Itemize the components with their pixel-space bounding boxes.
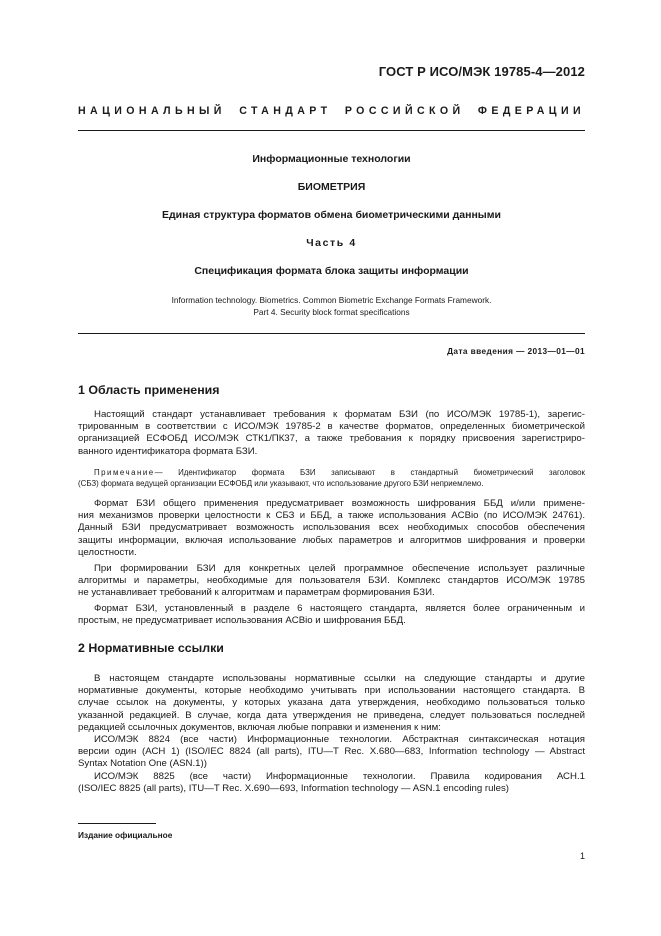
- title-line-3: Единая структура форматов обмена биометрическими данными: [162, 209, 501, 221]
- text-line: алгоритмы и параметры, необходимые для пользователя БЗИ. Комплекс стандартов ИСО/МЭК 19785: [78, 575, 585, 587]
- text-line: (ISO/IEC 8825 (all parts), ITU—T Rec. X.690—693, Information technology — ASN.1 encoding rules): [78, 783, 510, 795]
- section-2-heading: 2 Нормативные ссылки: [78, 641, 224, 655]
- text-line: версии один (АСН 1) (ISO/IEC 8824 (all parts), ITU—T Rec. X.680—683, Information technology — Abstract: [78, 746, 585, 758]
- section-1-paragraph-1: [78, 409, 585, 458]
- text-line: указанной редакцией. В случае, когда дата утверждения не приведена, следует пользоваться последней: [78, 709, 585, 721]
- title-word: ФЕДЕРАЦИИ: [477, 105, 585, 117]
- title-word: СТАНДАРТ: [239, 105, 332, 117]
- reference-iso-8824: [78, 734, 585, 771]
- national-standard-title: [78, 105, 585, 117]
- page-number: 1: [579, 851, 585, 861]
- text-line: не устанавливает требований к алгоритмам и параметрам формирования БЗИ.: [78, 587, 435, 599]
- edition-label: Издание официальное: [78, 830, 173, 840]
- english-title-line-1: Information technology. Biometrics. Common Biometric Exchange Formats Framework.: [171, 295, 492, 305]
- title-word: РОССИЙСКОЙ: [344, 105, 465, 117]
- section-1-paragraph-2: [78, 498, 585, 559]
- text-line: ИСО/МЭК 8824 (все части) Информационные технологии. Абстрактная синтаксическая нотация: [94, 734, 585, 745]
- note-line-2: (СБЗ) формата ведущей организации ЕСФОБД или указывают, что использование другого БЗИ неприемлемо.: [78, 479, 484, 488]
- text-line: трированным в соответствии с ИСО/МЭК 19785-2 в качестве форматов, определенных биометрической: [78, 421, 585, 433]
- text-line: Формат БЗИ, установленный в разделе 6 настоящего стандарта, является более ограниченным и: [94, 603, 585, 614]
- text-line: Syntax Notation One (ASN.1)): [78, 758, 207, 770]
- text-line: ИСО/МЭК 8825 (все части) Информационные технологии. Правила кодирования АСН.1: [94, 771, 585, 782]
- section-2-paragraph-1: [78, 673, 585, 734]
- text-line: При формировании БЗИ для конкретных целей программное обеспечение использует различные: [94, 563, 585, 574]
- text-line: Формат БЗИ общего применения предусматривает возможность шифрования ББД и/или примене-: [94, 498, 585, 509]
- text-line: Данный БЗИ предусматривает возможность использования всех необходимых способов обеспечения: [78, 522, 585, 534]
- title-word: НАЦИОНАЛЬНЫЙ: [78, 105, 226, 117]
- english-title: [78, 294, 585, 318]
- section-1-note: [78, 467, 585, 489]
- text-line: ния механизмов проверки целостности к СБЗ и ББД, а также использования ACBio (по ИСО/МЭК 24761).: [78, 510, 585, 522]
- gost-number: ГОСТ Р ИСО/МЭК 19785-4—2012: [378, 64, 585, 79]
- text-line: Настоящий стандарт устанавливает требования к форматам БЗИ (по ИСО/МЭК 19785-1), зарегис-: [94, 409, 585, 420]
- note-text: — Идентификатор формата БЗИ записывают в стандартный биометрический заголовок: [154, 468, 585, 477]
- text-line: простым, не предусматривает использования ACBio и шифрования ББД.: [78, 615, 406, 627]
- text-line: ванного идентификатора формата БЗИ.: [78, 445, 258, 457]
- header-divider: [78, 130, 585, 131]
- text-line: организацией ЕСФОБД ИСО/МЭК СТК1/ПК37, а также требования к порядку присвоения зарегистриро-: [78, 433, 585, 445]
- text-line: целостности.: [78, 546, 137, 558]
- text-line: редакцией ссылочных документов, включая любые поправки и изменения к ним:: [78, 721, 441, 733]
- title-line-2: БИОМЕТРИЯ: [297, 181, 366, 193]
- title-part: Часть 4: [306, 237, 357, 249]
- title-line-1: Информационные технологии: [252, 153, 411, 165]
- introduction-date: Дата введения — 2013—01—01: [447, 346, 585, 356]
- section-1-paragraph-4: [78, 603, 585, 627]
- footer-divider: [78, 823, 156, 824]
- text-line: В настоящем стандарте использованы нормативные ссылки на следующие стандарты и другие: [94, 673, 585, 684]
- section-1-paragraph-3: [78, 563, 585, 600]
- reference-iso-8825: [78, 771, 585, 795]
- title-divider: [78, 333, 585, 334]
- text-line: нормативные документы, которые необходимо учитывать при использовании настоящего стандарта. В: [78, 685, 585, 697]
- title-line-5: Спецификация формата блока защиты информации: [194, 265, 469, 277]
- english-title-line-2: Part 4. Security block format specifications: [253, 307, 410, 317]
- note-label: Примечание: [94, 468, 155, 477]
- text-line: случае ссылок на документы, у которых указана дата утверждения, необходимо пользоваться только: [78, 697, 585, 709]
- note-line-1: [78, 467, 585, 478]
- text-line: защиты информации, включая использование любых параметров и алгоритмов шифрования и проверки: [78, 534, 585, 546]
- section-1-heading: 1 Область применения: [78, 383, 220, 397]
